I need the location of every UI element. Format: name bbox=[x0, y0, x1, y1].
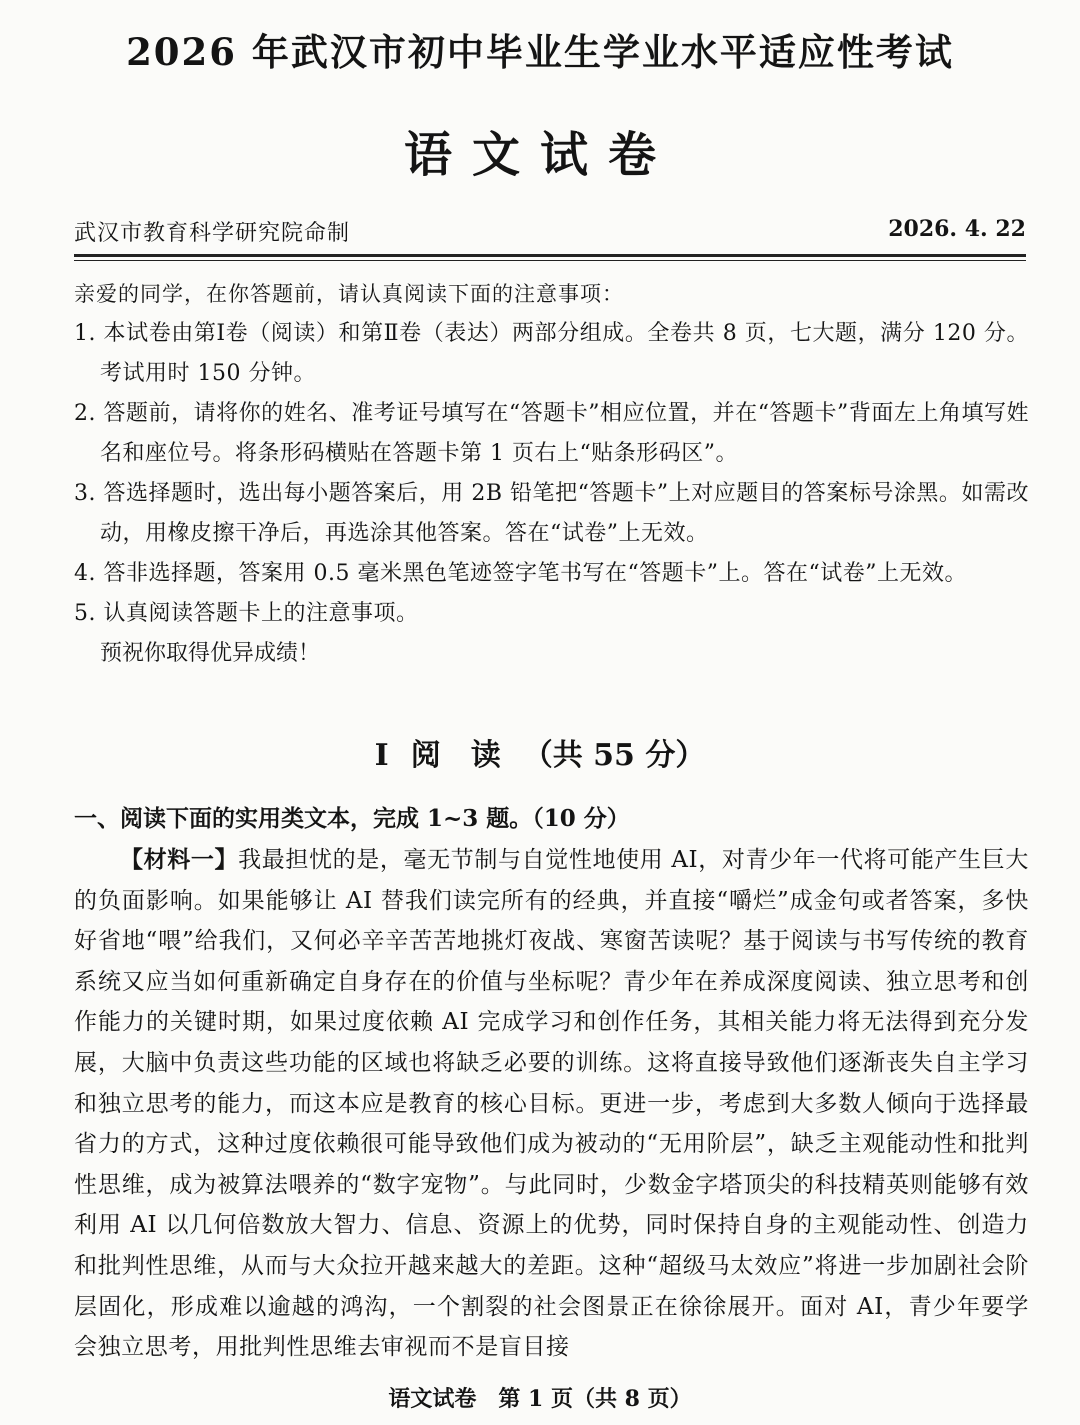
subject-title: 语文试卷 bbox=[403, 127, 676, 183]
exam-title: 2026 年武汉市初中毕业生学业水平适应性考试 bbox=[126, 30, 954, 74]
header-rule-thick bbox=[74, 254, 1026, 257]
notice-list bbox=[74, 314, 1029, 674]
notice-item-5: 5. 认真阅读答题卡上的注意事项。 bbox=[74, 601, 419, 626]
meta-row bbox=[74, 216, 1026, 248]
exam-date: 2026. 4. 22 bbox=[888, 216, 1026, 242]
notice-item-2: 2. 答题前，请将你的姓名、准考证号填写在“答题卡”相应位置，并在“答题卡”背面左上角填写姓名和座位号。将条形码横贴在答题卡第 1 页右上“贴条形码区”。 bbox=[74, 401, 1029, 466]
section-heading bbox=[0, 730, 1080, 774]
notice-item-3: 3. 答选择题时，选出每小题答案后，用 2B 铅笔把“答题卡”上对应题目的答案标号涂黑。如需改动，用橡皮擦干净后，再选涂其他答案。答在“试卷”上无效。 bbox=[74, 481, 1029, 546]
header-rule-thin bbox=[74, 260, 1026, 261]
material-passage bbox=[74, 840, 1029, 1368]
notice-item-4: 4. 答非选择题，答案用 0.5 毫米黑色笔迹签字笔书写在“答题卡”上。答在“试卷”上无效。 bbox=[74, 561, 967, 586]
section-name: 阅 读 bbox=[410, 738, 501, 773]
publisher: 武汉市教育科学研究院命制 bbox=[74, 221, 351, 246]
notice-intro: 亲爱的同学，在你答题前，请认真阅读下面的注意事项： bbox=[74, 282, 624, 306]
question-title: 一、阅读下面的实用类文本，完成 1~3 题。（10 分） bbox=[74, 805, 630, 832]
section-numeral: Ⅰ bbox=[374, 738, 389, 773]
material-text: 我最担忧的是，毫无节制与自觉性地使用 AI，对青少年一代将可能产生巨大的负面影响。如果能够让 AI 替我们读完所有的经典，并直接“嚼烂”成金句或者答案，多快好省地“喂”给我们，又何必辛辛苦苦地挑灯夜战、寒窗苦读呢？基于阅读与书写传统的教育系统又应当如何重新确定自身存在的价值与坐标呢？青少年在养成深度阅读、独立思考和创作能力的关键时期，如果过度依赖 AI 完成学习和创作任务，其相关能力将无法得到充分发展，大脑中负责这些功能的区域也将缺乏必要的训练。这将直接导致他们逐渐丧失自主学习和独立思考的能力，而这本应是教育的核心目标。更进一步，考虑到大多数人倾向于选择最省力的方式，这种过度依赖很可能导致他们成为被动的“无用阶层”，缺乏主观能动性和批判性思维，成为被算法喂养的“数字宠物”。与此同时，少数金字塔顶尖的科技精英则能够有效利用 AI 以几何倍数放大智力、信息、资源上的优势，同时保持自身的主观能动性、创造力和批判性思维，从而与大众拉开越来越大的差距。这种“超级马太效应”将进一步加剧社会阶层固化，形成难以逾越的鸿沟，一个割裂的社会图景正在徐徐展开。面对 AI，青少年要学会独立思考，用批判性思维去审视而不是盲目接 bbox=[74, 847, 1030, 1361]
notice-item-1: 1. 本试卷由第Ⅰ卷（阅读）和第Ⅱ卷（表达）两部分组成。全卷共 8 页，七大题，满分 120 分。考试用时 150 分钟。 bbox=[74, 321, 1029, 386]
material-tag: 【材料一】 bbox=[120, 846, 239, 873]
notice-wish: 预祝你取得优异成绩！ bbox=[100, 641, 321, 666]
page-footer: 语文试卷 第 1 页（共 8 页） bbox=[388, 1386, 692, 1412]
section-score: （共 55 分） bbox=[522, 738, 706, 773]
